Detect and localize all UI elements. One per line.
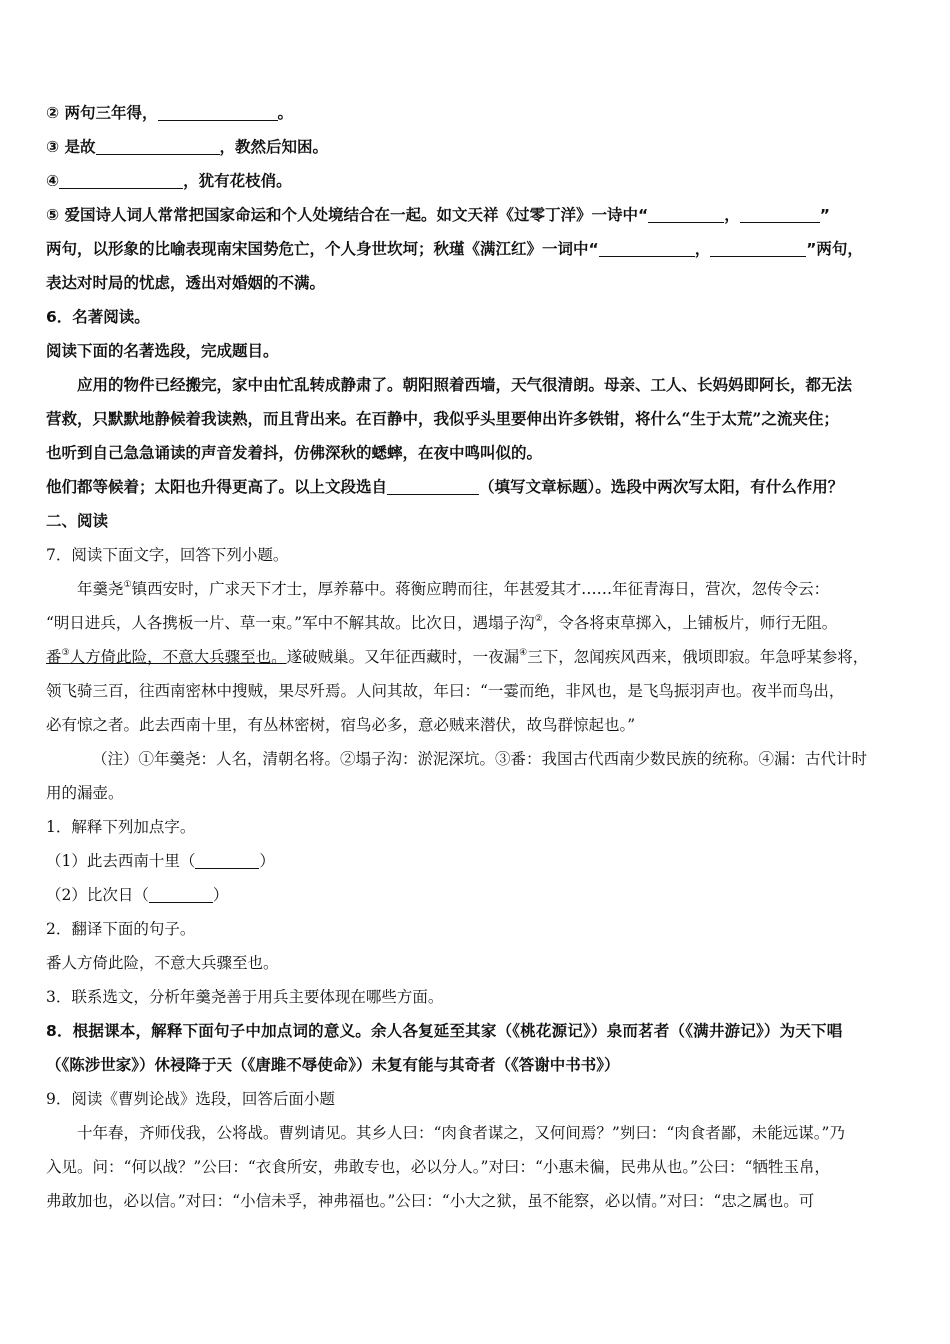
- fill-blank-5-text: 表达对时局的忧虑，透出对婚姻的不满。: [46, 274, 326, 292]
- answer-blank[interactable]: [387, 476, 479, 495]
- sub-question-1: 1．解释下列加点字。: [46, 818, 196, 836]
- fill-blank-5-line3: [46, 266, 914, 300]
- footnote-marker: ①: [123, 580, 132, 590]
- fill-blank-3-end: ，教然后知困。: [219, 138, 329, 156]
- answer-blank[interactable]: [599, 238, 695, 257]
- answer-blank[interactable]: [59, 170, 183, 189]
- passage-text: 三下，忽闻疾风西来，俄顷即寂。年急呼某参将，: [527, 648, 869, 666]
- fill-blank-5-text: 两句，以形象的比喻表现南宋国势危亡，个人身世坎坷；秋瑾《满江红》一词中“: [46, 240, 599, 258]
- question-8-line: （《陈涉世家》）休祲降于天（《唐雎不辱使命》）未复有能与其奇者（《答谢中书书》）: [46, 1056, 620, 1074]
- fill-blank-5-line2: [46, 232, 914, 266]
- passage-line: 十年春，齐师伐我，公将战。曹刿请见。其乡人曰：“肉食者谋之，又何间焉？”刿曰：“肉食者鄙，未能远谋。”乃: [77, 1124, 845, 1142]
- item-text-end: ）: [212, 886, 229, 904]
- comma: ，: [724, 206, 740, 224]
- fill-blank-2: [46, 96, 914, 130]
- sub-question-3: 3．联系选文，分析年羹尧善于用兵主要体现在哪些方面。: [46, 988, 444, 1006]
- passage-line: 领飞骑三百，往西南密林中搜贼，果尽歼焉。人问其故，年曰：“一霎而绝，非风也，是飞鸟振羽声也。夜半而鸟出，: [46, 682, 845, 700]
- item-text: （2）比次日（: [46, 886, 149, 904]
- answer-blank[interactable]: [96, 136, 220, 155]
- annotation-line: （注）①年羹尧：人名，清朝名将。②塌子沟：淤泥深坑。③番：我国古代西南少数民族的统称。④漏：古代计时: [92, 750, 868, 768]
- fill-blank-5-text: ⑤ 爱国诗人词人常常把国家命运和个人处境结合在一起。如文天祥《过零丁洋》一诗中“: [46, 206, 649, 224]
- fill-blank-4: [46, 164, 914, 198]
- question-6-intro: 阅读下面的名著选段，完成题目。: [46, 342, 279, 360]
- question-6-prompt-text: 他们都等候着；太阳也升得更高了。以上文段选自: [46, 478, 388, 496]
- fill-blank-4-end: ，犹有花枝俏。: [183, 172, 292, 190]
- item-text: （1）此去西南十里（: [46, 852, 196, 870]
- question-6-prompt-end: （填写文章标题）。选段中两次写太阳，有什么作用？: [479, 478, 844, 496]
- excerpt-line: 也听到自己急急诵读的声音发着抖，仿佛深秋的蟋蟀，在夜中鸣叫似的。: [46, 443, 543, 462]
- fill-blank-3: [46, 130, 914, 164]
- section-heading: 二、阅读: [46, 512, 109, 530]
- exam-page: [46, 96, 914, 1218]
- fill-blank-3-text: ③ 是故: [46, 138, 96, 156]
- answer-blank[interactable]: [648, 204, 724, 223]
- footnote-marker: ②: [534, 614, 543, 624]
- item-text-end: ）: [259, 852, 275, 870]
- answer-blank[interactable]: [195, 850, 259, 869]
- answer-blank[interactable]: [158, 102, 278, 121]
- passage-text: 镇西安时，广求天下才士，厚养幕中。蒋衡应聘而往，年甚爱其才……年征青海日，营次，忽传令云：: [131, 580, 830, 598]
- question-9-title: 9．阅读《曹刿论战》选段，回答后面小题: [46, 1090, 335, 1108]
- question-8-line: 8．根据课本，解释下面句子中加点词的意义。余人各复延至其家（《桃花源记》）泉而茗者（《满井游记》）为天下唱: [46, 1022, 843, 1040]
- passage-text: 人方倚此险，不意大兵骤至也。: [69, 648, 287, 666]
- comma: ，: [694, 240, 711, 258]
- passage-line: [46, 606, 914, 640]
- sub-question-2: 2．翻译下面的句子。: [46, 920, 196, 938]
- passage-line: 必有惊之者。此去西南十里，有丛林密树，宿鸟必多，意必贼来潜伏，故鸟群惊起也。”: [46, 716, 636, 734]
- sub-question-1-item: [46, 844, 914, 878]
- fill-blank-2-end: 。: [277, 104, 294, 122]
- passage-line: 入见。问：“何以战？”公曰：“衣食所安，弗敢专也，必以分人。”对曰：“小惠未徧，民弗从也。”公曰：“牺牲玉帛，: [46, 1158, 830, 1176]
- quote-end: ”: [819, 206, 830, 224]
- answer-blank[interactable]: [149, 884, 213, 903]
- fill-blank-2-text: ② 两句三年得，: [46, 104, 158, 122]
- sub-question-1-item: [46, 878, 914, 912]
- excerpt-line: 应用的物件已经搬完，家中由忙乱转成静肃了。朝阳照着西墙，天气很清朗。母亲、工人、长妈妈即阿长，都无法: [77, 375, 853, 394]
- question-6-title: 6．名著阅读。: [46, 308, 150, 326]
- passage-text: 番: [46, 648, 62, 666]
- answer-blank[interactable]: [740, 204, 820, 223]
- footnote-marker: ③: [61, 648, 70, 658]
- underlined-sentence: [46, 648, 287, 666]
- passage-text: 年羹尧: [77, 580, 124, 598]
- passage-text: “明日进兵，人各携板一片、草一束。”军中不解其故。比次日，遇塌子沟: [46, 614, 535, 632]
- question-6-prompt: [46, 470, 914, 504]
- footnote-marker: ④: [519, 648, 528, 658]
- passage-line: [46, 640, 914, 674]
- fill-blank-5-end: ”两句，: [806, 240, 863, 258]
- excerpt-line: 营救，只默默地静候着我读熟，而且背出来。在百静中，我似乎头里要伸出许多铁钳，将什么“生于太荒”之流夹住；: [46, 409, 839, 428]
- fill-blank-5-line1: [46, 198, 914, 232]
- passage-text: ，令各将束草掷入，上铺板片，师行无阻。: [542, 614, 838, 632]
- sub-question-2-sentence: 番人方倚此险，不意大兵骤至也。: [46, 954, 279, 972]
- passage-text: 遂破贼巢。又年征西藏时，一夜漏: [286, 648, 520, 666]
- annotation-line: 用的漏壶。: [46, 784, 124, 802]
- passage-line: [46, 572, 914, 606]
- passage-line: 弗敢加也，必以信。”对曰：“小信未孚，神弗福也。”公曰：“小大之狱，虽不能察，必以情。”对曰：“忠之属也。可: [46, 1192, 815, 1210]
- answer-blank[interactable]: [710, 238, 806, 257]
- question-7-title: 7．阅读下面文字，回答下列小题。: [46, 546, 289, 564]
- fill-blank-4-text: ④: [46, 172, 60, 190]
